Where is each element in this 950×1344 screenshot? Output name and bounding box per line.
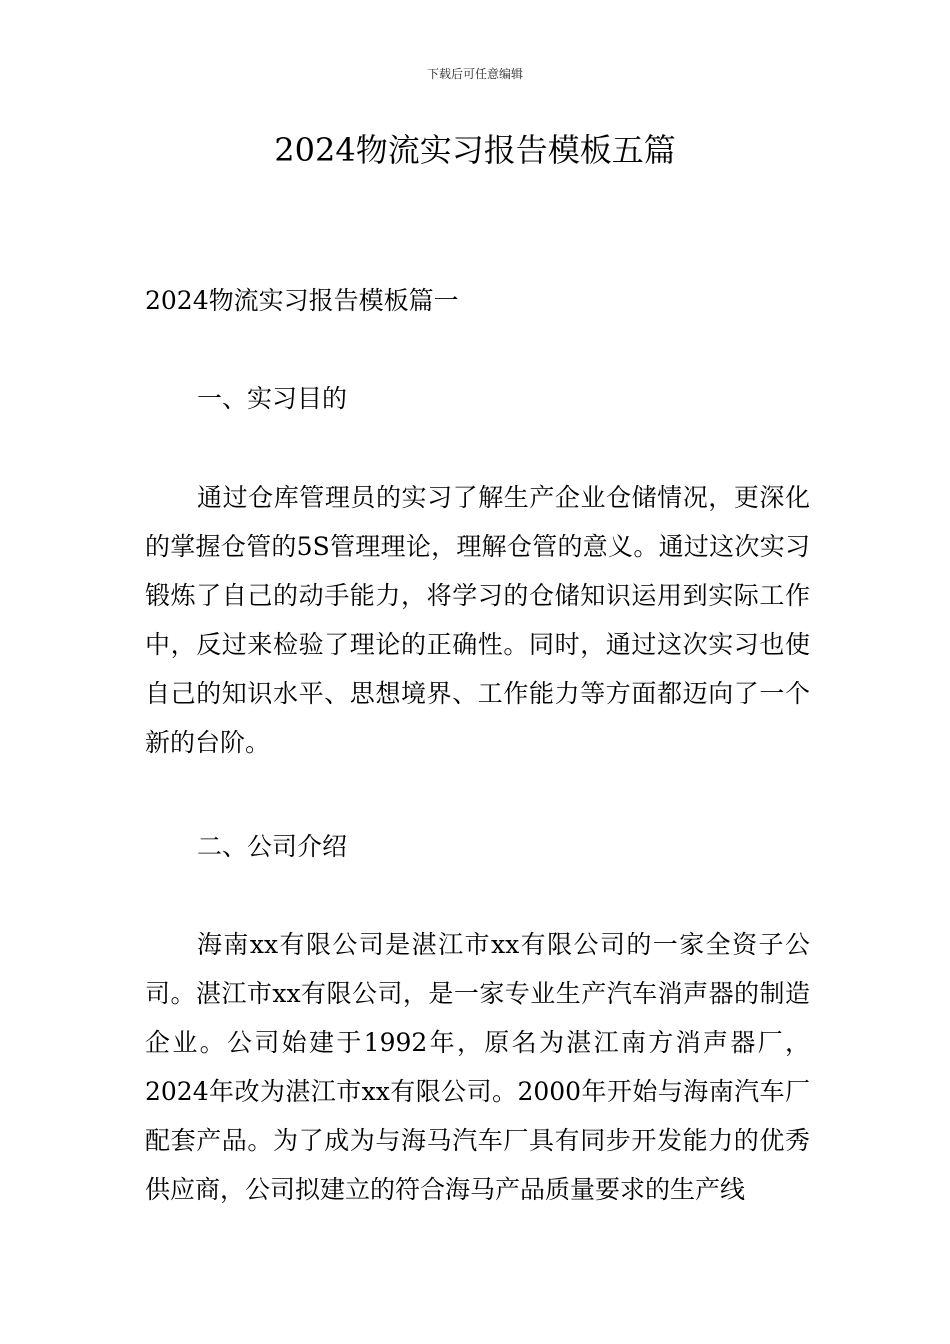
section-paragraph-purpose: 通过仓库管理员的实习了解生产企业仓储情况，更深化的掌握仓管的5S管理理论，理解仓管的意义。通过这次实习锻炼了自己的动手能力，将学习的仓储知识运用到实际工作中，反过来检验了理论的正确性。同时，通过这次实习也使自己的知识水平、思想境界、工作能力等方面都迈向了一个新的台阶。 [145,483,810,757]
section-paragraph-company: 海南xx有限公司是湛江市xx有限公司的一家全资子公司。湛江市xx有限公司，是一家专业生产汽车消声器的制造企业。公司始建于1992年，原名为湛江南方消声器厂，2024年改为湛江市xx有限公司。2000年开始与海南汽车厂配套产品。为了成为与海马汽车厂具有同步开发能力的优秀供应商，公司拟建立的符合海马产品质量要求的生产线 [145,930,810,1204]
header-note: 下载后可任意编辑 [426,67,523,81]
document-subtitle: 2024物流实习报告模板篇一 [145,286,459,315]
section-heading-company: 二、公司介绍 [197,832,348,861]
document-title: 2024物流实习报告模板五篇 [274,131,676,169]
section-heading-purpose: 一、实习目的 [197,384,348,413]
